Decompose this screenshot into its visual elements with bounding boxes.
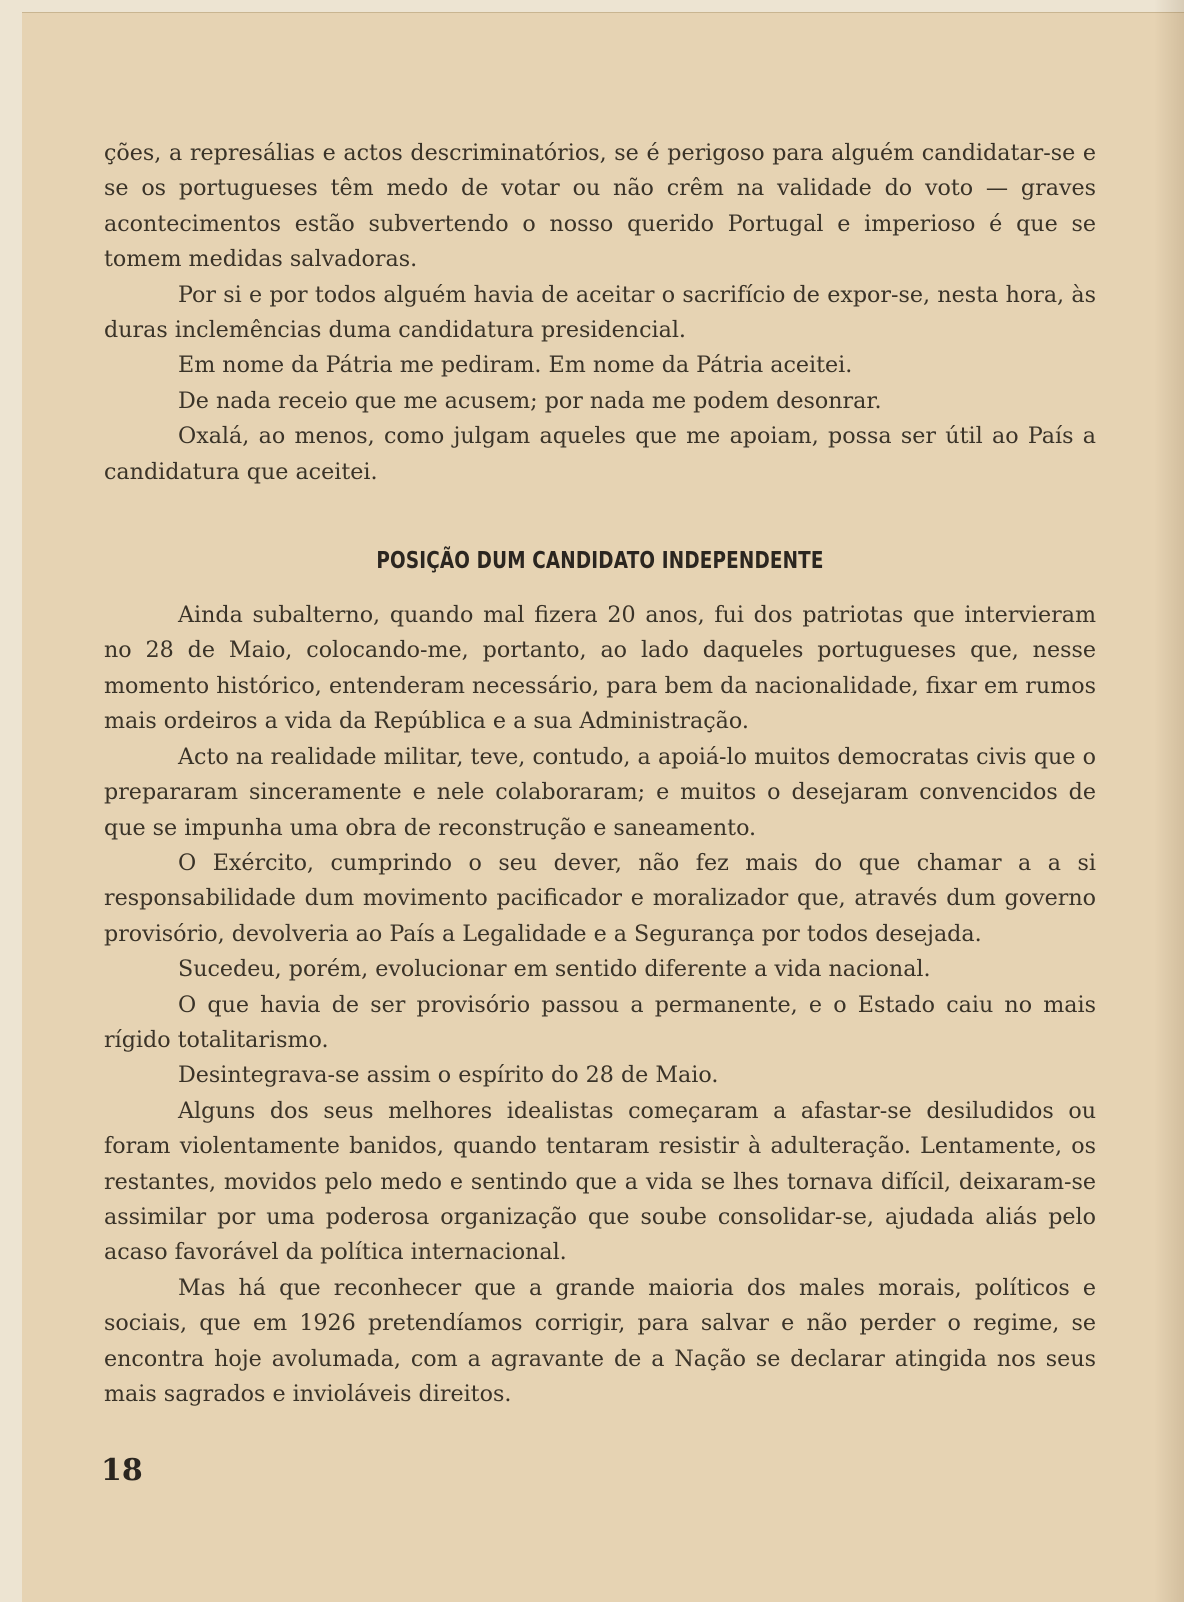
paragraph: ções, a represálias e actos descriminatórios, se é perigoso para alguém candidatar-se e se os portugueses têm medo de votar ou não crêm na validade do voto — graves acontecimentos estão subvertendo o nosso querido Portugal e imperioso é que se tomem medidas salvadoras.	[104, 140, 1096, 273]
paragraph: Mas há que reconhecer que a grande maioria dos males morais, políticos e sociais, que em 1926 pretendíamos corrigir, para salvar e não perder o regime, se encontra hoje avolumada, com a agravante de a Nação se declarar atingida nos seus mais sagrados e invioláveis direitos.	[104, 1274, 1096, 1407]
paragraph: O que havia de ser provisório passou a permanente, e o Estado caiu no mais rígido totalitarismo.	[104, 991, 1096, 1053]
paragraph: Por si e por todos alguém havia de aceitar o sacrifício de expor-se, nesta hora, às duras inclemências duma candidatura presidencial.	[104, 281, 1096, 344]
right-edge-shade	[1154, 0, 1184, 1602]
paragraph: Ainda subalterno, quando mal fizera 20 anos, fui dos patriotas que intervieram no 28 de Maio, colocando-me, portanto, ao lado daqueles portugueses que, nesse momento histórico, entenderam necessário, para bem da nacionalidade, fixar em rumos mais ordeiros a vida da República e a sua Administração.	[104, 602, 1096, 735]
paragraph: Alguns dos seus melhores idealistas começaram a afastar-se desiludidos ou foram violentamente banidos, quando tentaram resistir à adulteração. Lentamente, os restantes, movidos pelo medo e sentindo que a vida se lhes tornava difícil, deixaram-se assimilar por uma poderosa organização que soube consolidar-se, ajudada aliás pelo acaso favorável da política internacional.	[104, 1097, 1096, 1266]
paragraph: De nada receio que me acusem; por nada me podem desonrar.	[178, 387, 882, 414]
paragraph: Acto na realidade militar, teve, contudo, a apoiá-lo muitos democratas civis que o prepararam sinceramente e nele colaboraram; e muitos o desejaram convencidos de que se impunha uma obra de reconstrução e saneamento.	[104, 743, 1096, 841]
paragraph: Oxalá, ao menos, como julgam aqueles que me apoiam, possa ser útil ao País a candidatura que aceitei.	[104, 423, 1096, 485]
page-number: 18	[101, 1453, 143, 1488]
paragraph: Sucedeu, porém, evolucionar em sentido diferente a vida nacional.	[178, 956, 931, 983]
body-text	[104, 136, 1096, 1412]
paragraph: Em nome da Pátria me pediram. Em nome da Pátria aceitei.	[178, 352, 853, 379]
top-edge	[22, 0, 1184, 13]
paragraph: O Exército, cumprindo o seu dever, não fez mais do que chamar a a si responsabilidade dum movimento pacificador e moralizador que, através dum governo provisório, devolveria ao País a Legalidade e a Segurança por todos desejada.	[104, 849, 1096, 947]
section-heading: POSIÇÃO DUM CANDIDATO INDEPENDENTE	[376, 548, 824, 575]
paragraph: Desintegrava-se assim o espírito do 28 de Maio.	[178, 1062, 719, 1089]
left-margin	[0, 0, 22, 1602]
